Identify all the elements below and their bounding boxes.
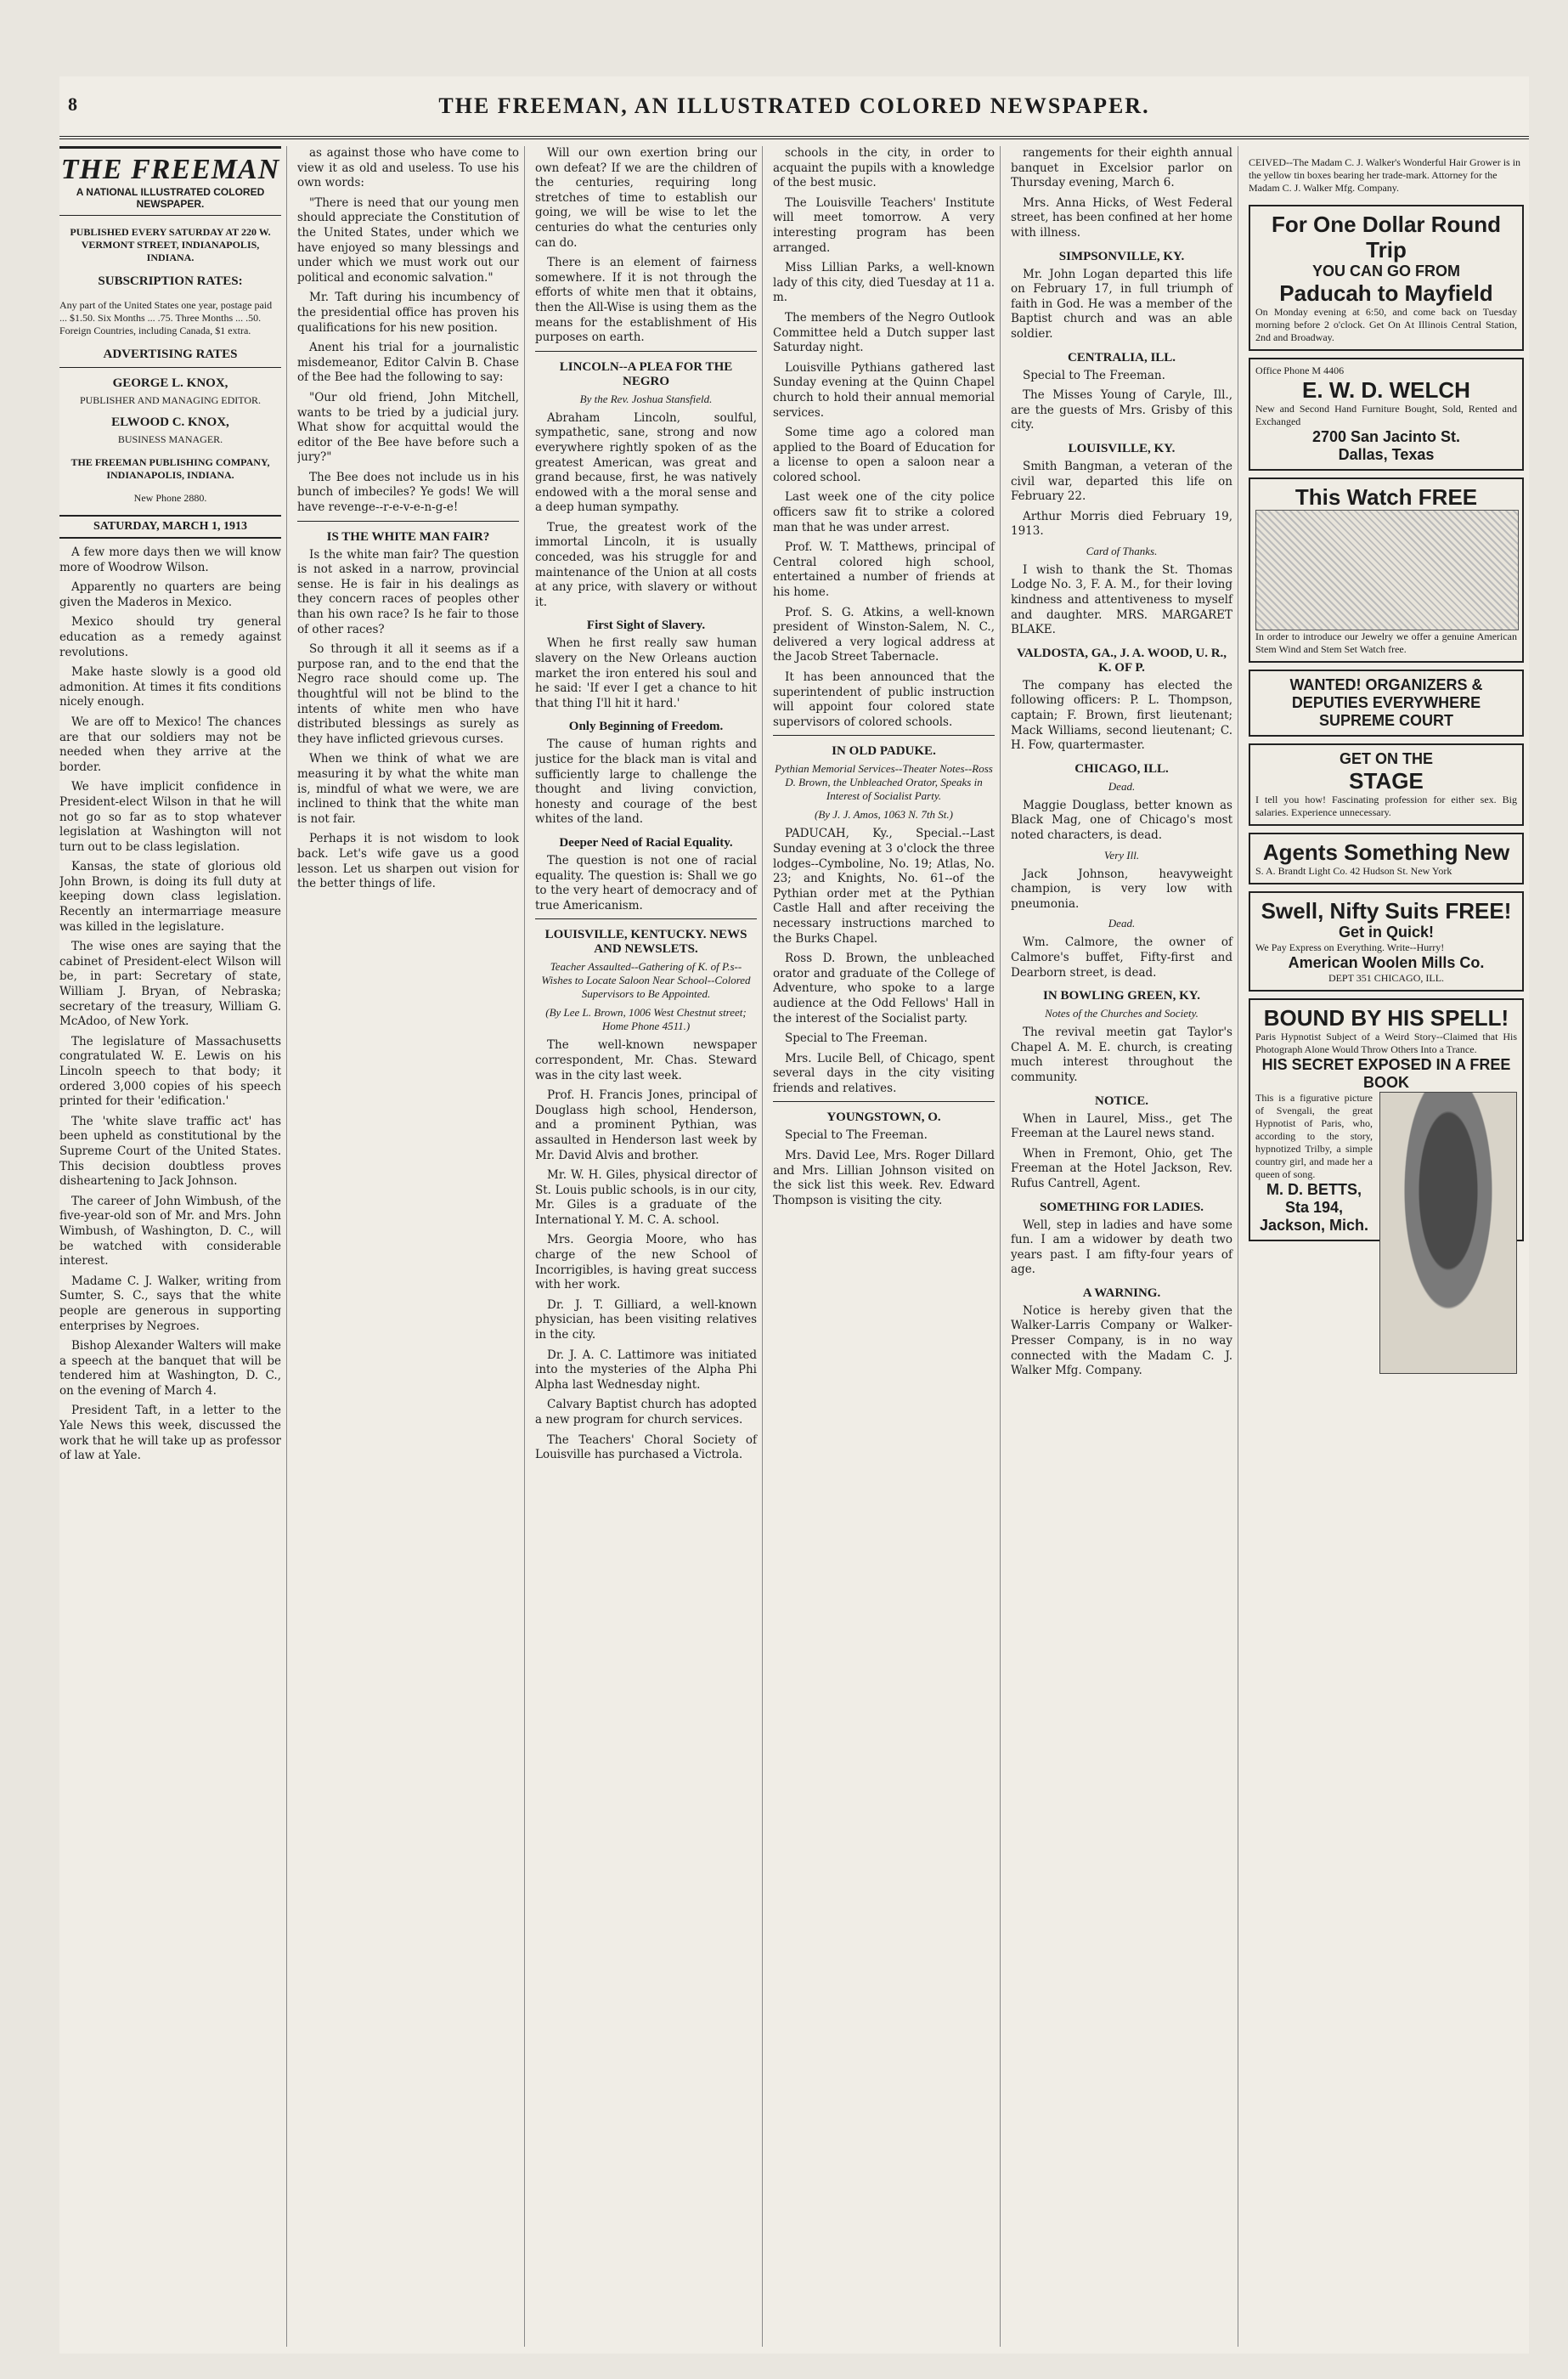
paragraph: Last week one of the city police officers saw fit to strike a colored man that he was under arrest. (773, 490, 995, 534)
ad-headline: This Watch FREE (1294, 484, 1478, 510)
paragraph: Mr. John Logan departed this life on February 17, in full triumph of faith in God. He was a member of the Baptist church and was an able soldier. (1011, 267, 1232, 341)
article-heading: LINCOLN--A PLEA FOR THE NEGRO (559, 359, 733, 388)
subscription-rates: Any part of the United States one year, postage paid ... $1.50. Six Months ... .75. Three Months ... .50. Foreign Countries, including Canada, $1 extra. (59, 299, 273, 336)
paragraph: Mr. Taft during his incumbency of the presidential office has proven his qualifications for his new position. (297, 291, 519, 335)
paragraph: The legislature of Massachusetts congratulated W. E. Lewis on his Lincoln speech to that body; it ordered 3,000 copies of his speech printed for their 'edification.' (59, 1034, 281, 1109)
ad-subline: Get in Quick! (1338, 924, 1435, 941)
divider (297, 521, 519, 522)
column-6-ads (1249, 146, 1529, 2347)
paragraph: A few more days then we will know more of Woodrow Wilson. (59, 545, 281, 574)
page-title: THE FREEMAN, AN ILLUSTRATED COLORED NEWSPAPER. (438, 93, 1150, 118)
paragraph: Calvary Baptist church has adopted a new program for church services. (535, 1398, 757, 1427)
ad-round-trip (1249, 205, 1524, 351)
article-heading: LOUISVILLE, KENTUCKY. NEWS AND NEWSLETS. (544, 928, 747, 957)
article-heading: YOUNGSTOWN, O. (826, 1110, 941, 1125)
newspaper-page (59, 76, 1529, 2354)
ad-destination: Paducah to Mayfield (1279, 280, 1493, 306)
column-2 (297, 146, 525, 2347)
paragraph: Special to The Freeman. (1023, 368, 1165, 382)
paragraph: We are off to Mexico! The chances are that our soldiers may not be needed when they arrive at the border. (59, 715, 281, 774)
section-heading: VALDOSTA, GA., J. A. WOOD, U. R., K. OF P. (1016, 646, 1227, 675)
paragraph: Madame C. J. Walker, writing from Sumter, S. C., says that the white people are generous in supporting enterprises by Negroes. (59, 1274, 281, 1333)
article-byline: (By Lee L. Brown, 1006 West Chestnut street; Home Phone 4511.) (545, 1006, 747, 1033)
ad-stage (1249, 743, 1524, 826)
publisher-phone: New Phone 2880. (133, 492, 207, 504)
subheading: Notes of the Churches and Society. (1045, 1007, 1199, 1020)
page-number: 8 (68, 93, 77, 115)
section-heading: SOMETHING FOR LADIES. (1040, 1200, 1204, 1214)
ad-suits (1249, 891, 1524, 992)
svengali-portrait (1379, 1092, 1517, 1374)
ad-headline: E. W. D. WELCH (1302, 377, 1470, 403)
paragraph: Jack Johnson, heavyweight champion, is very low with pneumonia. (1011, 867, 1232, 911)
subheading: Dead. (1108, 779, 1136, 793)
ad-subline: Paris Hypnotist Subject of a Weird Story--Claimed that His Photograph Alone Would Throw Others Into a Trance. (1255, 1031, 1517, 1055)
ad-dept: DEPT 351 CHICAGO, ILL. (1328, 972, 1445, 984)
ad-text: On Monday evening at 6:50, and come back on Tuesday morning before 2 o'clock. Get On At Illinois Central Station, 2nd and Broadway. (1255, 306, 1517, 343)
paragraph: Wm. Calmore, the owner of Calmore's buffet, Fifty-first and Dearborn street, is dead. (1011, 935, 1232, 980)
paragraph: The question is not one of racial equality. The question is: Shall we go to the very heart of democracy and of true Americanism. (535, 853, 757, 913)
paragraph: Mrs. Georgia Moore, who has charge of the new School of Incorrigibles, is having great success with her work. (535, 1233, 757, 1292)
article-byline: By the Rev. Joshua Stansfield. (579, 392, 713, 405)
paragraph: When in Laurel, Miss., get The Freeman at the Laurel news stand. (1011, 1111, 1232, 1141)
running-head (59, 76, 1529, 139)
ad-watch (1249, 477, 1524, 663)
paragraph: The revival meetin gat Taylor's Chapel A. M. E. church, is creating much interest throughout the community. (1011, 1026, 1232, 1084)
paragraph: Abraham Lincoln, soulful, sympathetic, sane, strong and now everywhere rightly spoken of as the greatest American, was great and grand because, first, he was natively endowed with a the moral sense and a deep human sympathy. (535, 410, 757, 515)
paragraph: Prof. S. G. Atkins, a well-known president of Winston-Salem, N. C., delivered a very logical address at the Jacob Street Tabernacle. (773, 605, 995, 664)
paragraph: The members of the Negro Outlook Committee held a Dutch supper last Saturday night. (773, 310, 995, 355)
paragraph: Special to The Freeman. (785, 1031, 928, 1046)
paragraph: Make haste slowly is a good old admonition. At times it fits conditions nicely enough. (59, 665, 281, 709)
article-heading: IN OLD PADUKE. (832, 744, 936, 759)
ad-company: American Woolen Mills Co. (1288, 954, 1485, 971)
ad-headline: STAGE (1349, 768, 1424, 794)
paragraph: Dr. J. A. C. Lattimore was initiated into the mysteries of the Alpha Phi Alpha last Wednesday night. (535, 1348, 757, 1392)
issue-date: SATURDAY, MARCH 1, 1913 (59, 515, 281, 539)
ad-text: I tell you how! Fascinating profession for either sex. Big salaries. Experience unnecessary. (1255, 794, 1517, 818)
subheading: Only Beginning of Freedom. (568, 720, 724, 734)
ad-headline: For One Dollar Round Trip (1271, 212, 1502, 263)
subscription-heading: SUBSCRIPTION RATES: (98, 274, 243, 288)
column-5 (1011, 146, 1238, 2347)
paragraph: The Bee does not include us in his bunch of imbeciles? Ye gods! We will have revenge--r-e-v-e-n-g-e! (297, 470, 519, 515)
section-heading: SIMPSONVILLE, KY. (1058, 249, 1185, 263)
divider (59, 367, 281, 368)
paragraph: Is the white man fair? The question is not asked in a narrow, provincial sense. He is fair in his dealings as they concern races of peoples other than his own race? Is he fair to those of other races? (297, 547, 519, 636)
paragraph: It has been announced that the superintendent of public instruction will appoint four colored state supervisors of colored schools. (773, 670, 995, 729)
article-subheading: Teacher Assaulted--Gathering of K. of P.s--Wishes to Locate Saloon Near School--Colored Supervisors to Be Appointed. (541, 960, 751, 1001)
paragraph: We have implicit confidence in President-elect Wilson in that he will not go so far as to stop whatever legislation at Washington will not turn out to be class legislation. (59, 780, 281, 854)
masthead-published: PUBLISHED EVERY SATURDAY AT 220 W. VERMONT STREET, INDIANAPOLIS, INDIANA. (70, 226, 271, 263)
ad-subheading: HIS SECRET EXPOSED IN A FREE BOOK (1261, 1056, 1511, 1091)
article-heading: IS THE WHITE MAN FAIR? (326, 529, 490, 544)
paragraph: Well, step in ladies and have some fun. I am a widower by death two years past. I am fifty-four years of age. (1011, 1218, 1232, 1277)
paragraph: The cause of human rights and justice for the black man is vital and sufficiently large to challenge the thought and living conviction, honesty and courage of the best whites of the land. (535, 737, 757, 827)
paragraph: CEIVED--The Madam C. J. Walker's Wonderful Hair Grower is in the yellow tin boxes bearing her trade-mark. Attorney for the Madam C. J. Walker Mfg. Company. (1249, 156, 1521, 194)
paragraph: Anent his trial for a journalistic misdemeanor, Editor Calvin B. Chase of the Bee had the following to say: (297, 341, 519, 385)
manager-title: BUSINESS MANAGER. (117, 433, 223, 445)
paragraph: Mrs. David Lee, Mrs. Roger Dillard and Mrs. Lillian Johnson visited on the sick list this week. Rev. Edward Thompson is visiting the city. (773, 1149, 995, 1207)
ad-headline: Swell, Nifty Suits FREE! (1261, 898, 1512, 924)
ad-headline: WANTED! ORGANIZERS & DEPUTIES EVERYWHERE (1289, 676, 1483, 711)
paragraph: Perhaps it is not wisdom to look back. Let's wife gave us a good lesson. Let us sharpen out vision for the better things of life. (297, 832, 519, 891)
ad-text: New and Second Hand Furniture Bought, Sold, Rented and Exchanged (1255, 403, 1517, 427)
manager-name: ELWOOD C. KNOX, (111, 415, 229, 429)
paragraph: as against those who have come to view it as old and useless. To use his own words: (297, 146, 519, 190)
paragraph: I wish to thank the St. Thomas Lodge No. 3, F. A. M., for their loving kindness and attentiveness to myself and daughter. MRS. MARGARET BLAKE. (1011, 562, 1232, 637)
paragraph: Dr. J. T. Gilliard, a well-known physician, has been visiting relatives in the city. (535, 1297, 757, 1342)
subheading: Very Ill. (1103, 848, 1140, 862)
paragraph: When we think of what we are measuring it by what the white man is, mindful of what we were, we are inclined to think that the white man is not fair. (297, 752, 519, 826)
paragraph: Louisville Pythians gathered last Sunday evening at the Quinn Chapel church to hold their annual memorial services. (773, 360, 995, 420)
paragraph: There is an element of fairness somewhere. If it is not through the efforts of white men that it obtains, then the All-Wise is using them as the means for the establishment of His purposes on earth. (535, 256, 757, 345)
paragraph: Miss Lillian Parks, a well-known lady of this city, died Tuesday at 11 a. m. (773, 261, 995, 305)
paragraph: So through it all it seems as if a purpose ran, and to the end that the Negro race should come up. The thoughtful will not be blind to the intents of white men who have distributed blessings as surely as they have inflicted grievous curses. (297, 642, 519, 746)
paragraph: Kansas, the state of glorious old John Brown, is doing its full duty at keeping down class legislation. Recently an intermarriage measure was killed in the legislature. (59, 860, 281, 934)
paragraph: Mr. W. H. Giles, physical director of St. Louis public schools, is in our city, Mr. Giles is a graduate of the International Y. M. C. A. school. (535, 1168, 757, 1227)
divider (773, 1101, 995, 1102)
paragraph: The company has elected the following officers: P. L. Thompson, captain; F. Brown, first lieutenant; Mack Williams, second lieutenant; C. H. Fow, quartermaster. (1011, 678, 1232, 753)
ad-agents (1249, 833, 1524, 884)
column-1 (59, 146, 287, 2347)
paragraph: PADUCAH, Ky., Special.--Last Sunday evening at 3 o'clock the three lodges--Cymboline, No. 19; Atlas, No. 23; and Knights, No. 61--of the Pythian order met at the Pythian Castle Hall and after receiving the necessary instructions marched to the Burks Chapel. (773, 827, 995, 946)
notice-heading: NOTICE. (1095, 1093, 1148, 1108)
column-4 (773, 146, 1001, 2347)
subheading: Dead. (1108, 917, 1136, 930)
subheading: Deeper Need of Racial Equality. (559, 835, 733, 850)
paragraph: Bishop Alexander Walters will make a speech at the banquet that will be tendered him at Washington, D. C., on the evening of March 4. (59, 1339, 281, 1398)
paragraph: The 'white slave traffic act' has been upheld as constitutional by the Supreme Court of the United States. This decision doubtless proves disheartening to Jack Johnson. (59, 1114, 281, 1189)
section-heading: CHICAGO, ILL. (1074, 761, 1169, 776)
paragraph: President Taft, in a letter to the Yale News this week, discussed the work that he will take up as professor of law at Yale. (59, 1404, 281, 1463)
warning-heading: A WARNING. (1082, 1286, 1161, 1300)
ad-city: Dallas, Texas (1338, 446, 1435, 463)
article-byline: (By J. J. Amos, 1063 N. 7th St.) (815, 808, 953, 822)
paragraph: Will our own exertion bring our own defeat? If we are the children of the centuries, requiring long stretches of time to establish our going, we will be wise to let the centuries do what the centuries only can do. (535, 146, 757, 250)
paragraph: Mrs. Lucile Bell, of Chicago, spent several days in the city visiting friends and relatives. (773, 1051, 995, 1095)
divider (773, 735, 995, 736)
paragraph: When in Fremont, Ohio, get The Freeman at the Hotel Jackson, Rev. Rufus Cantrell, Agent. (1011, 1146, 1232, 1190)
section-heading: IN BOWLING GREEN, KY. (1043, 989, 1200, 1003)
divider (535, 918, 757, 919)
watch-illustration (1255, 510, 1519, 630)
paragraph: When he first really saw human slavery on the New Orleans auction market the iron entered his soul and he said: 'If ever I get a chance to hit that thing I'll hit it hard.' (535, 636, 757, 710)
paragraph: rangements for their eighth annual banquet in Excelsior parlor on Thursday evening, March 6. (1011, 146, 1232, 190)
ad-text: S. A. Brandt Light Co. 42 Hudson St. New York (1255, 865, 1452, 877)
paragraph: Notice is hereby given that the Walker-Larris Company or Walker-Presser Company, is in no way connected with the Madam C. J. Walker Mfg. Company. (1011, 1303, 1232, 1378)
paragraph: Mrs. Anna Hicks, of West Federal street, has been confined at her home with illness. (1011, 195, 1232, 240)
ad-subline: GET ON THE (1339, 750, 1433, 767)
paragraph: True, the greatest work of the immortal Lincoln, it is usually conceded, was his struggle for and maintenance of the Union at all costs at any price, with slavery or without it. (535, 520, 757, 609)
ad-text: In order to introduce our Jewelry we offer a genuine American Stem Wind and Stem Set Watch free. (1255, 630, 1517, 655)
paragraph: The Teachers' Choral Society of Louisville has purchased a Victrola. (535, 1432, 757, 1462)
section-heading: CENTRALIA, ILL. (1067, 350, 1176, 364)
ad-headline: BOUND BY HIS SPELL! (1263, 1005, 1509, 1031)
paragraph: "There is need that our young men should appreciate the Constitution of the United States, under which we have enjoyed so many blessings and under which we must work out our political and economic salvation." (297, 195, 519, 285)
paragraph: "Our old friend, John Mitchell, wants to be tried by a judicial jury. What show for acquittal would the editor of the Bee have before such a jury?" (297, 390, 519, 465)
paragraph: Smith Bangman, a veteran of the civil war, departed this life on February 22. (1011, 459, 1232, 504)
ad-signature: M. D. BETTS, Sta 194, Jackson, Mich. (1259, 1181, 1369, 1234)
ad-organizers (1249, 670, 1524, 737)
divider (535, 351, 757, 352)
article-subheading: Pythian Memorial Services--Theater Notes--Ross D. Brown, the Unbleached Orator, Speaks in Interest of Socialist Party. (775, 762, 993, 803)
ad-text: We Pay Express on Everything. Write--Hurry! (1255, 941, 1445, 953)
paragraph: The well-known newspaper correspondent, Mr. Chas. Steward was in the city last week. (535, 1038, 757, 1082)
paragraph: Prof. H. Francis Jones, principal of Douglass high school, Henderson, and a prominent Pythian, was assaulted in Henderson last week by Mr. David Alvis and brother. (535, 1088, 757, 1162)
publisher-address: THE FREEMAN PUBLISHING COMPANY, INDIANAPOLIS, INDIANA. (71, 456, 270, 481)
paragraph: Prof. W. T. Matthews, principal of Central colored high school, entertained a number of friends at his home. (773, 540, 995, 600)
paragraph: Mexico should try general education as a remedy against revolutions. (59, 615, 281, 659)
editor-name: GEORGE L. KNOX, (112, 376, 228, 390)
advertising-heading: ADVERTISING RATES (103, 348, 238, 361)
card-of-thanks-heading: Card of Thanks. (1086, 544, 1158, 557)
paragraph: The Louisville Teachers' Institute will meet tomorrow. A very interesting program has been arranged. (773, 195, 995, 255)
masthead-name: THE FREEMAN (60, 154, 280, 185)
paragraph: Apparently no quarters are being given the Maderos in Mexico. (59, 580, 281, 609)
paragraph: Arthur Morris died February 19, 1913. (1011, 509, 1232, 539)
ad-furniture (1249, 358, 1524, 471)
ad-headline: Agents Something New (1262, 839, 1510, 865)
paragraph: schools in the city, in order to acquaint the pupils with a knowledge of the best music. (773, 146, 995, 190)
masthead (59, 146, 281, 216)
paragraph: The wise ones are saying that the cabinet of President-elect Wilson will be, in part: Secretary of state, William J. Bryan, of Nebraska; secretary of the treasury, William G. McAdoo, of New York. (59, 940, 281, 1029)
section-heading: LOUISVILLE, KY. (1068, 441, 1176, 455)
column-3 (535, 146, 763, 2347)
ad-text: This is a figurative picture of Svengali, the great Hypnotist of Paris, who, according to the story, hypnotized Trilby, a simple country girl, and made her a queen of song. (1255, 1092, 1373, 1180)
subheading: First Sight of Slavery. (586, 619, 706, 633)
paragraph: The Misses Young of Caryle, Ill., are the guests of Mrs. Grisby of this city. (1011, 388, 1232, 432)
editor-title: PUBLISHER AND MANAGING EDITOR. (79, 394, 262, 406)
ad-text: SUPREME COURT (1318, 712, 1453, 729)
masthead-tagline: A NATIONAL ILLUSTRATED COLORED NEWSPAPER. (76, 186, 265, 210)
paragraph: The career of John Wimbush, of the five-year-old son of Mr. and Mrs. John Wimbush, of Washington, D. C., will be watched with considerable interest. (59, 1194, 281, 1269)
ad-phone: Office Phone M 4406 (1255, 364, 1345, 376)
paragraph: Ross D. Brown, the unbleached orator and graduate of the College of Adventure, who spoke to a large audience at the Odd Fellows' Hall in the interest of the Socialist party. (773, 952, 995, 1026)
ad-hypnotism (1249, 998, 1524, 1241)
ad-address: 2700 San Jacinto St. (1311, 428, 1461, 445)
paragraph: Maggie Douglass, better known as Black Mag, one of Chicago's most noted characters, is dead. (1011, 798, 1232, 842)
paragraph: Special to The Freeman. (785, 1128, 928, 1143)
ad-subline: YOU CAN GO FROM (1312, 263, 1460, 280)
paragraph: Some time ago a colored man applied to the Board of Education for a license to open a saloon near a colored school. (773, 426, 995, 484)
